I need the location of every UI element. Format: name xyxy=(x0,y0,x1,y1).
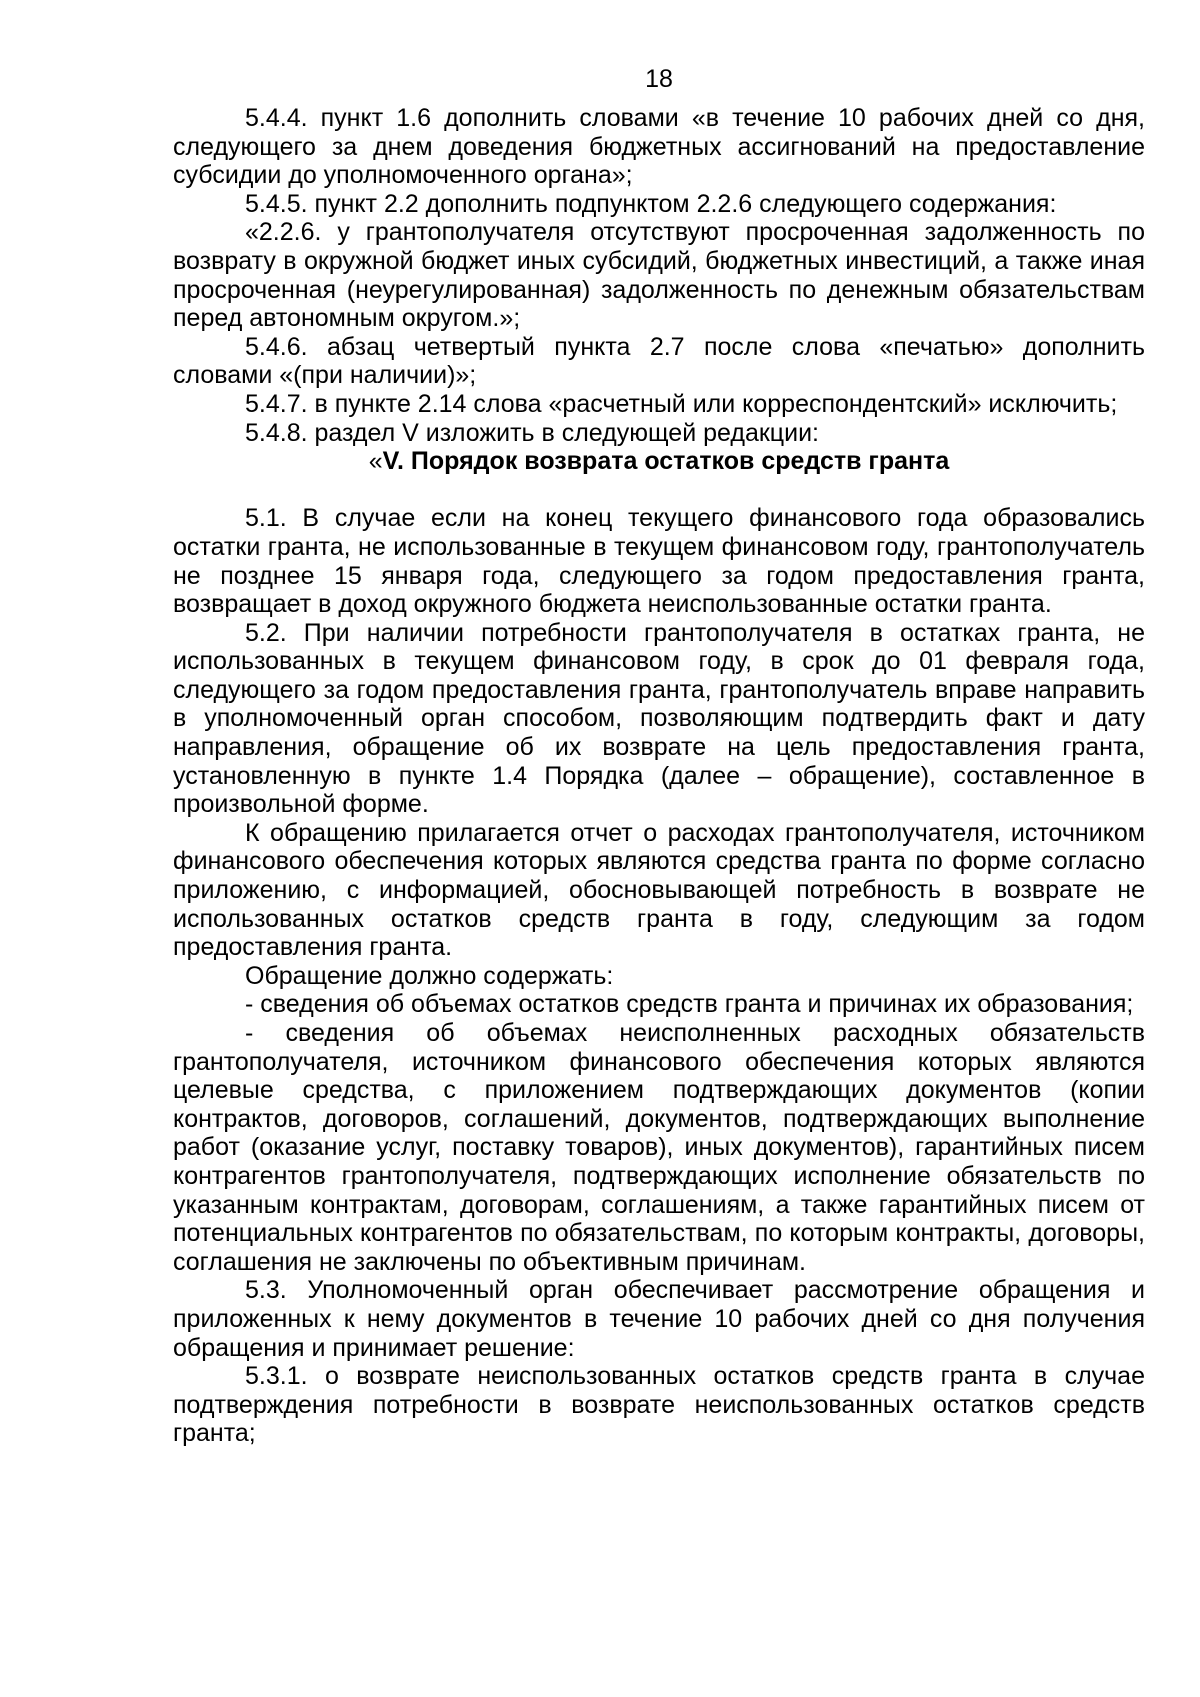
paragraph-5-1: 5.1. В случае если на конец текущего финансового года образовались остатки гранта, не использованные в текущем финансовом году, грантополучатель не позднее 15 января года, следующего за годом предоставления гранта, возвращает в доход окружного бюджета неиспользованные остатки гранта. xyxy=(173,504,1145,619)
paragraph-5-3: 5.3. Уполномоченный орган обеспечивает рассмотрение обращения и приложенных к нему документов в течение 10 рабочих дней со дня получения обращения и принимает решение: xyxy=(173,1276,1145,1362)
section-heading-text: V. Порядок возврата остатков средств гранта xyxy=(382,447,950,476)
paragraph-report-attachment: К обращению прилагается отчет о расходах грантополучателя, источником финансового обеспечения которых являются средства гранта по форме согласно приложению, с информацией, обосновывающей потребность в возврате не использованных остатков средств гранта в году, следующим за годом предоставления гранта. xyxy=(173,818,1145,962)
paragraph-request-contents: Обращение должно содержать: xyxy=(245,961,614,990)
paragraph-5-4-5: 5.4.5. пункт 2.2 дополнить подпунктом 2.2.6 следующего содержания: xyxy=(245,189,1057,218)
section-heading-quote: « xyxy=(368,447,383,476)
document-page xyxy=(173,62,1145,1448)
paragraph-5-4-7: 5.4.7. в пункте 2.14 слова «расчетный или корреспондентский» исключить; xyxy=(245,389,1118,418)
section-heading xyxy=(173,447,1145,476)
list-item-remaining-funds: - сведения об объемах остатков средств гранта и причинах их образования; xyxy=(245,990,1134,1019)
list-item-unfulfilled-obligations: - сведения об объемах неисполненных расходных обязательств грантополучателя, источником финансового обеспечения которых являются целевые средства, с приложением подтверждающих документов (копии контрактов, договоров, соглашений, документов, подтверждающих выполнение работ (оказание услуг, поставку товаров), иных документов), гарантийных писем контрагентов грантополучателя, подтверждающих исполнение обязательств по указанным контрактам, договорам, соглашениям, а также гарантийных писем от потенциальных контрагентов по обязательствам, по которым контракты, договоры, соглашения не заключены по объективным причинам. xyxy=(173,1019,1145,1276)
paragraph-2-2-6: «2.2.6. у грантополучателя отсутствуют просроченная задолженность по возврату в окружной бюджет иных субсидий, бюджетных инвестиций, а также иная просроченная (неурегулированная) задолженность по денежным обязательствам перед автономным округом.»; xyxy=(173,218,1145,333)
paragraph-5-3-1: 5.3.1. о возврате неиспользованных остатков средств гранта в случае подтверждения потребности в возврате неиспользованных остатков средств гранта; xyxy=(173,1362,1145,1448)
paragraph-5-2: 5.2. При наличии потребности грантополучателя в остатках гранта, не использованных в текущем финансовом году, в срок до 01 февраля года, следующего за годом предоставления гранта, грантополучатель вправе направить в уполномоченный орган способом, позволяющим подтвердить факт и дату направления, обращение об их возврате на цель предоставления гранта, установленную в пункте 1.4 Порядка (далее – обращение), составленное в произвольной форме. xyxy=(173,618,1145,819)
paragraph-5-4-4: 5.4.4. пункт 1.6 дополнить словами «в течение 10 рабочих дней со дня, следующего за днем доведения бюджетных ассигнований на предоставление субсидии до уполномоченного органа»; xyxy=(173,104,1145,190)
paragraph-5-4-8: 5.4.8. раздел V изложить в следующей редакции: xyxy=(245,418,819,447)
page-number: 18 xyxy=(645,65,673,93)
paragraph-5-4-6: 5.4.6. абзац четвертый пункта 2.7 после слова «печатью» дополнить словами «(при наличии)»; xyxy=(173,332,1145,390)
